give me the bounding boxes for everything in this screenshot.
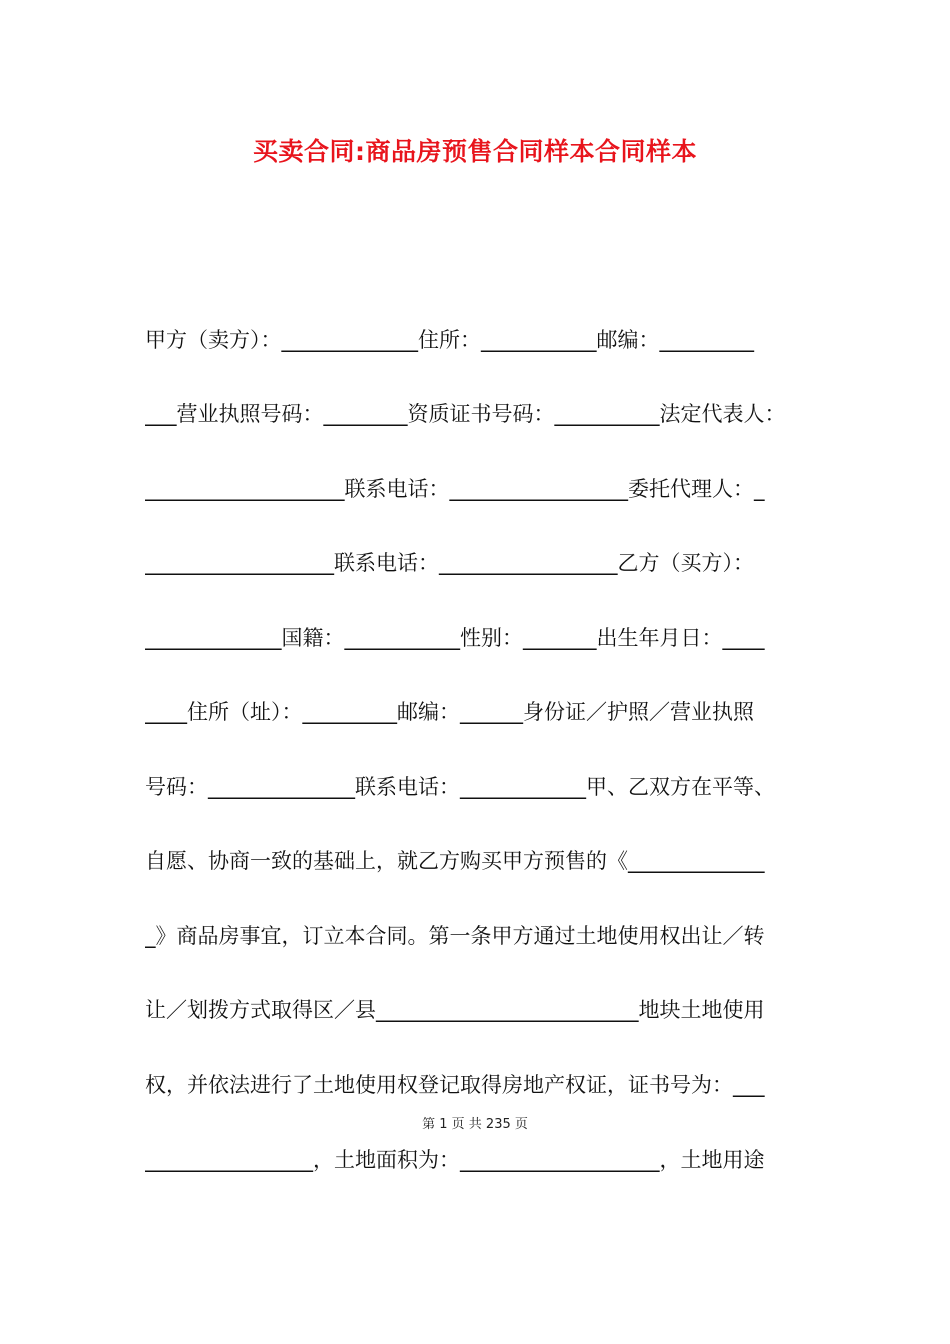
body-line-1: 甲方（卖方）：_____________住所：___________邮编：_________ (145, 328, 754, 352)
body-line-5: _____________国籍：___________性别：_______出生年月日：____ (145, 626, 765, 650)
body-line-2: ___营业执照号码：________资质证书号码：__________法定代表人： (145, 402, 786, 426)
document-title: 买卖合同:商品房预售合同样本合同样本 (253, 137, 697, 166)
body-line-3: ___________________联系电话：_________________委托代理人：_ (145, 477, 765, 501)
body-line-4: __________________联系电话：_________________乙方（买方）： (145, 551, 754, 575)
body-line-10: 让／划拨方式取得区／县_________________________地块土地使用 (145, 998, 765, 1022)
body-line-8: 自愿、协商一致的基础上，就乙方购买甲方预售的《_____________ (145, 849, 765, 873)
page-footer: 第 1 页 共 235 页 (422, 1117, 528, 1132)
body-line-9: _》商品房事宜，订立本合同。第一条甲方通过土地使用权出让／转 (145, 924, 765, 948)
body-line-6: ____住所（址）：_________邮编：______身份证／护照／营业执照 (145, 700, 754, 724)
body-line-7: 号码：______________联系电话：____________甲、乙双方在平等、 (145, 775, 775, 799)
body-line-12: ________________，土地面积为：___________________，土地用途 (145, 1148, 765, 1172)
body-line-11: 权，并依法进行了土地使用权登记取得房地产权证，证书号为：___ (145, 1073, 765, 1097)
